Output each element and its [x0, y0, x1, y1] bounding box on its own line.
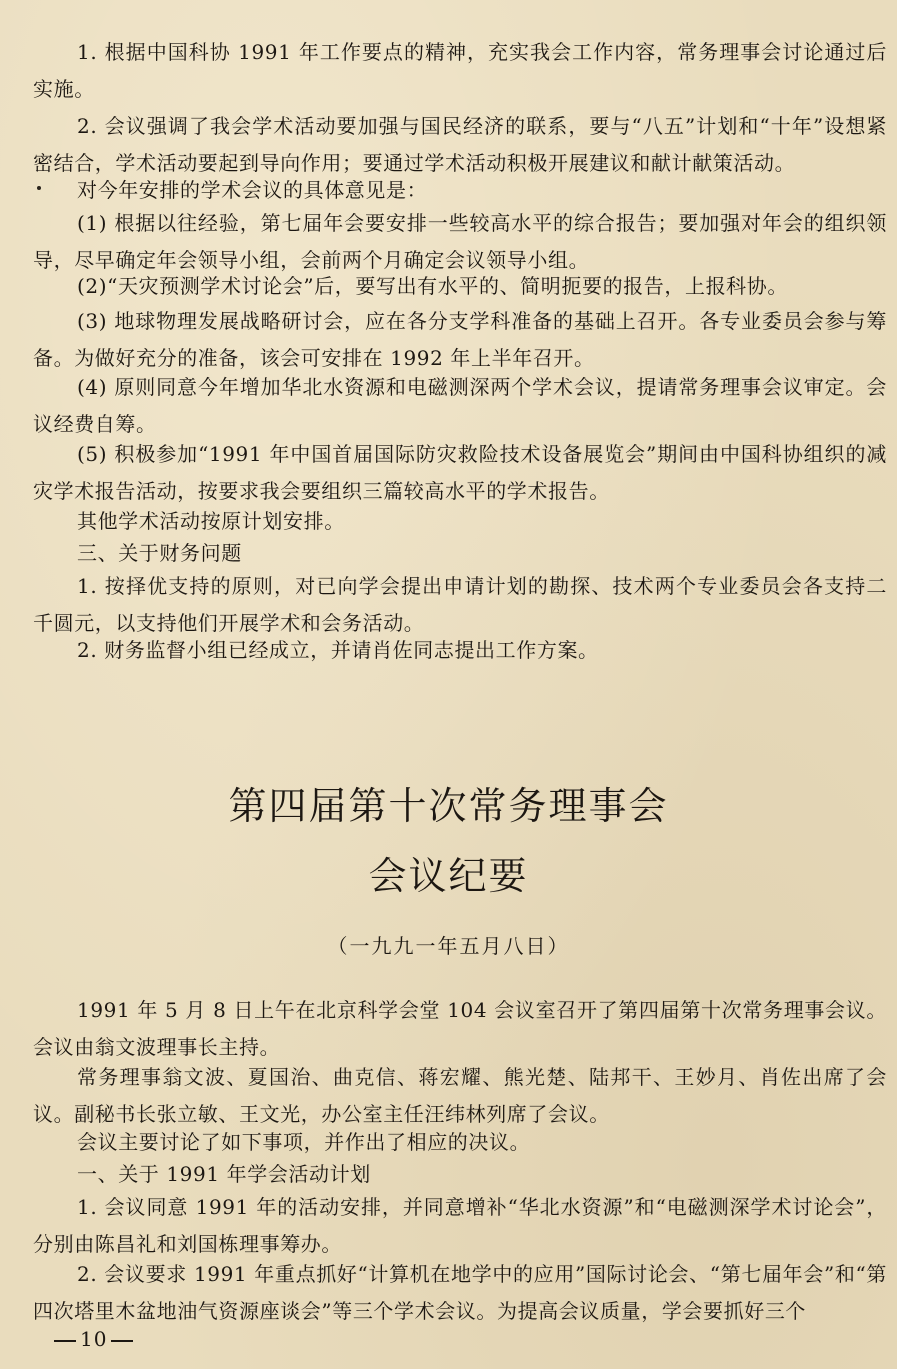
paragraph-economy-link: 2. 会议强调了我会学术活动要加强与国民经济的联系，要与“八五”计划和“十年”设想紧密结合，学术活动要起到导向作用；要通过学术活动积极开展建议和献计献策活动。	[33, 114, 887, 175]
page-number-dash-left	[54, 1340, 76, 1342]
heading-activity-plan: 一、关于 1991 年学会活动计划	[77, 1162, 371, 1186]
article-title-line1: 第四届第十次常务理事会	[228, 784, 669, 828]
paragraph-item-1: (1) 根据以往经验，第七届年会要安排一些较高水平的综合报告；要加强对年会的组织领导，尽早确定年会领导小组，会前两个月确定会议领导小组。	[33, 211, 887, 272]
page-number-value: 10	[80, 1327, 108, 1351]
paragraph-item-2: (2)“天灾预测学术讨论会”后，要写出有水平的、简明扼要的报告，上报科协。	[77, 274, 788, 298]
paragraph-plan-2: 2. 会议要求 1991 年重点抓好“计算机在地学中的应用”国际讨论会、“第七届年会”和“第四次塔里木盆地油气资源座谈会”等三个学术会议。为提高会议质量，学会要抓好三个	[33, 1262, 887, 1323]
paragraph-item-3: (3) 地球物理发展战略研讨会，应在各分支学科准备的基础上召开。各专业委员会参与筹备。为做好充分的准备，该会可安排在 1992 年上半年召开。	[33, 309, 887, 370]
paragraph-finance-1: 1. 按择优支持的原则，对已向学会提出申请计划的勘探、技术两个专业委员会各支持二千圆元，以支持他们开展学术和会务活动。	[33, 574, 887, 635]
article-date: （一九九一年五月八日）	[327, 934, 570, 958]
paragraph-plan-1: 1. 会议同意 1991 年的活动安排，并同意增补“华北水资源”和“电磁测深学术讨论会”，分别由陈昌礼和刘国栋理事筹办。	[33, 1195, 887, 1256]
heading-finance: 三、关于财务问题	[77, 541, 242, 565]
paragraph-main-topics: 会议主要讨论了如下事项，并作出了相应的决议。	[77, 1130, 531, 1154]
paragraph-finance-2: 2. 财务监督小组已经成立，并请肖佐同志提出工作方案。	[77, 638, 599, 662]
paragraph-work-points: 1. 根据中国科协 1991 年工作要点的精神，充实我会工作内容，常务理事会讨论通过后实施。	[33, 40, 887, 101]
paragraph-attendees: 常务理事翁文波、夏国治、曲克信、蒋宏耀、熊光楚、陆邦干、王妙月、肖佐出席了会议。副秘书长张立敏、王文光，办公室主任汪纬林列席了会议。	[33, 1065, 887, 1126]
paragraph-item-5: (5) 积极参加“1991 年中国首届国际防灾救险技术设备展览会”期间由中国科协组织的减灾学术报告活动，按要求我会要组织三篇较高水平的学术报告。	[33, 442, 887, 503]
page-number-dash-right	[111, 1340, 133, 1342]
paragraph-meeting-time: 1991 年 5 月 8 日上午在北京科学会堂 104 会议室召开了第四届第十次常务理事会议。会议由翁文波理事长主持。	[33, 998, 887, 1059]
page-number	[50, 1327, 137, 1351]
paragraph-item-4: (4) 原则同意今年增加华北水资源和电磁测深两个学术会议，提请常务理事会议审定。会议经费自筹。	[33, 375, 887, 436]
paragraph-other-activities: 其他学术活动按原计划安排。	[77, 509, 345, 533]
paragraph-specific-opinions: 对今年安排的学术会议的具体意见是：	[77, 178, 428, 202]
article-title-line2: 会议纪要	[368, 854, 529, 898]
